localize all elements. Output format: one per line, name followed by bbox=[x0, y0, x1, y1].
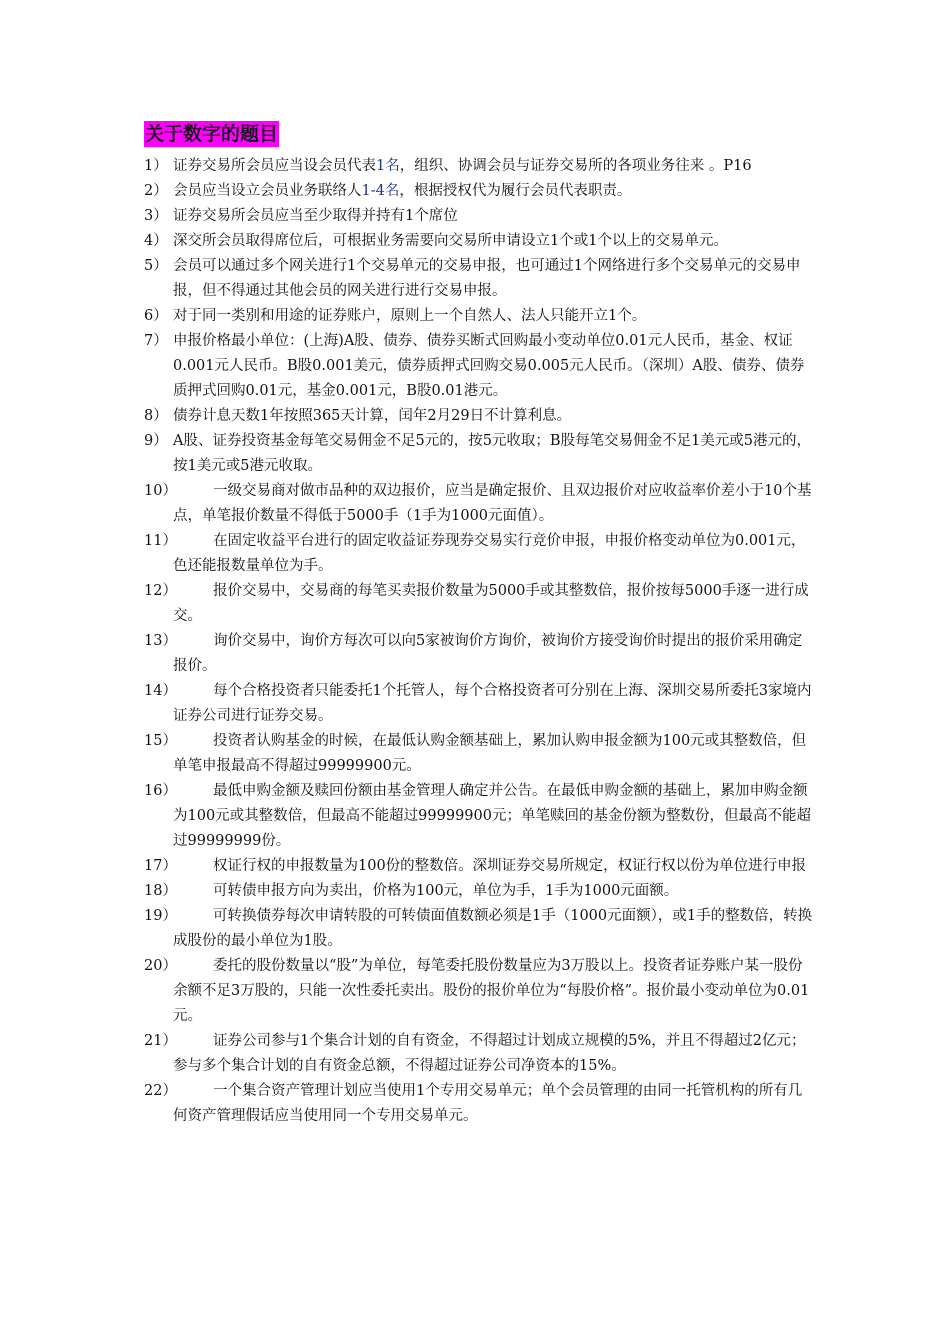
list-item-text bbox=[144, 154, 814, 179]
list-item-number: 1） bbox=[144, 158, 168, 174]
list-item-text bbox=[144, 879, 814, 904]
list-item-text bbox=[144, 954, 814, 1029]
list-item-number: 2） bbox=[144, 183, 168, 199]
list-item bbox=[144, 879, 814, 904]
list-item-number: 18） bbox=[144, 883, 177, 899]
list-item-content: 会员可以通过多个网关进行1个交易单元的交易申报，也可通过1个网络进行多个交易单元的交易申报，但不得通过其他会员的网关进行进行交易申报。 bbox=[173, 258, 801, 299]
list-item-text bbox=[144, 679, 814, 729]
list-item-content: A股、证券投资基金每笔交易佣金不足5元的，按5元收取；B股每笔交易佣金不足1美元或5港元的，按1美元或5港元收取。 bbox=[173, 433, 812, 474]
list-item-content: 最低申购金额及赎回份额由基金管理人确定并公告。在最低申购金额的基础上，累加申购金额为100元或其整数倍，但最高不能超过99999900元；单笔赎回的基金份额为整数份，但最高不能超过99999999份。 bbox=[173, 783, 811, 849]
list-item bbox=[144, 629, 814, 679]
list-item-number: 7） bbox=[144, 333, 168, 349]
list-item bbox=[144, 1079, 814, 1129]
list-item-number: 6） bbox=[144, 308, 168, 324]
list-item bbox=[144, 229, 814, 254]
list-item-number: 8） bbox=[144, 408, 168, 424]
list-item bbox=[144, 729, 814, 779]
list-item-content: 申报价格最小单位：(上海)A股、债券、债券买断式回购最小变动单位0.01元人民币，基金、权证0.001元人民币。B股0.001美元，债券质押式回购交易0.005元人民币。（深圳）A股、债券、债券质押式回购0.01元，基金0.001元，B股0.01港元。 bbox=[173, 333, 805, 399]
list-item bbox=[144, 529, 814, 579]
numbered-list bbox=[144, 154, 814, 1129]
list-item-text bbox=[144, 204, 814, 229]
list-item-text bbox=[144, 404, 814, 429]
list-item-content: 在固定收益平台进行的固定收益证券现券交易实行竞价申报，申报价格变动单位为0.001元，色还能报数量单位为手。 bbox=[173, 533, 806, 574]
list-item-content: 对于同一类别和用途的证券账户，原则上一个自然人、法人只能开立1个。 bbox=[173, 308, 647, 324]
list-item-content: 一个集合资产管理计划应当使用1个专用交易单元；单个会员管理的由同一托管机构的所有几何资产管理假话应当使用同一个专用交易单元。 bbox=[173, 1083, 803, 1124]
list-item-content: 询价交易中，询价方每次可以向5家被询价方询价，被询价方接受询价时提出的报价采用确定报价。 bbox=[173, 633, 803, 674]
list-item-text bbox=[144, 1029, 814, 1079]
list-item-content: 委托的股份数量以“股”为单位，每笔委托股份数量应为3万股以上。投资者证券账户某一股份余额不足3万股的，只能一次性委托卖出。股份的报价单位为“每股价格”。报价最小变动单位为0.01元。 bbox=[173, 958, 810, 1024]
list-item-number: 4） bbox=[144, 233, 168, 249]
list-item bbox=[144, 179, 814, 204]
list-item-text bbox=[144, 854, 814, 879]
list-item-content: 会员应当设立会员业务联络人 bbox=[173, 183, 362, 199]
list-item-text bbox=[144, 229, 814, 254]
list-item-text bbox=[144, 304, 814, 329]
list-item bbox=[144, 329, 814, 404]
list-item-text bbox=[144, 779, 814, 854]
list-item bbox=[144, 904, 814, 954]
list-item bbox=[144, 429, 814, 479]
list-item-content: 投资者认购基金的时候，在最低认购金额基础上，累加认购申报金额为100元或其整数倍，但单笔申报最高不得超过99999900元。 bbox=[173, 733, 807, 774]
list-item-content: 权证行权的申报数量为100份的整数倍。深圳证券交易所规定，权证行权以份为单位进行申报 bbox=[213, 858, 807, 874]
document-title: 关于数字的题目 bbox=[145, 123, 279, 145]
list-item-content: 每个合格投资者只能委托1个托管人，每个合格投资者可分别在上海、深圳交易所委托3家境内证券公司进行证券交易。 bbox=[173, 683, 812, 724]
list-item-text bbox=[144, 1079, 814, 1129]
emphasized-number: 1-4名 bbox=[361, 183, 400, 199]
list-item bbox=[144, 779, 814, 854]
list-item bbox=[144, 679, 814, 729]
list-item bbox=[144, 1029, 814, 1079]
list-item bbox=[144, 154, 814, 179]
list-item-content: 报价交易中，交易商的每笔买卖报价数量为5000手或其整数倍，报价按每5000手逐一进行成交。 bbox=[173, 583, 809, 624]
list-item-text bbox=[144, 179, 814, 204]
list-item-number: 15） bbox=[144, 733, 177, 749]
list-item-number: 13） bbox=[144, 633, 177, 649]
list-item-number: 10） bbox=[144, 483, 177, 499]
list-item-content: 债券计息天数1年按照365天计算，闰年2月29日不计算利息。 bbox=[173, 408, 572, 424]
list-item-content: 证券交易所会员应当至少取得并持有1个席位 bbox=[173, 208, 458, 224]
list-item bbox=[144, 954, 814, 1029]
list-item-content: 可转债申报方向为卖出，价格为100元，单位为手，1手为1000元面额。 bbox=[213, 883, 679, 899]
list-item bbox=[144, 579, 814, 629]
list-item-number: 3） bbox=[144, 208, 168, 224]
list-item-number: 19） bbox=[144, 908, 177, 924]
list-item-text bbox=[144, 904, 814, 954]
list-item-content: 证券交易所会员应当设会员代表 bbox=[173, 158, 376, 174]
list-item bbox=[144, 204, 814, 229]
list-item-text bbox=[144, 254, 814, 304]
list-item bbox=[144, 854, 814, 879]
list-item-number: 21） bbox=[144, 1033, 177, 1049]
list-item-text bbox=[144, 429, 814, 479]
list-item-number: 5） bbox=[144, 258, 168, 274]
list-item-content: 一级交易商对做市品种的双边报价，应当是确定报价、且双边报价对应收益率价差小于10个基点，单笔报价数量不得低于5000手（1手为1000元面值）。 bbox=[173, 483, 812, 524]
list-item-content: 证券公司参与1个集合计划的自有资金，不得超过计划成立规模的5%，并且不得超过2亿元；参与多个集合计划的自有资金总额，不得超过证券公司净资本的15%。 bbox=[173, 1033, 806, 1074]
list-item-text bbox=[144, 529, 814, 579]
list-item-number: 20） bbox=[144, 958, 177, 974]
list-item-content: 可转换债券每次申请转股的可转债面值数额必须是1手（1000元面额），或1手的整数倍，转换成股份的最小单位为1股。 bbox=[173, 908, 813, 949]
list-item-content: 深交所会员取得席位后，可根据业务需要向交易所申请设立1个或1个以上的交易单元。 bbox=[173, 233, 728, 249]
list-item-text bbox=[144, 579, 814, 629]
list-item-number: 12） bbox=[144, 583, 177, 599]
list-item-number: 17） bbox=[144, 858, 177, 874]
list-item-content: ，根据授权代为履行会员代表职责。 bbox=[399, 183, 632, 199]
list-item-number: 11） bbox=[144, 533, 177, 549]
list-item-number: 22） bbox=[144, 1083, 177, 1099]
list-item-number: 16） bbox=[144, 783, 177, 799]
list-item bbox=[144, 404, 814, 429]
list-item bbox=[144, 304, 814, 329]
list-item-text bbox=[144, 729, 814, 779]
list-item-content: ，组织、协调会员与证券交易所的各项业务往来 。P16 bbox=[399, 158, 752, 174]
list-item-number: 9） bbox=[144, 433, 168, 449]
list-item-text bbox=[144, 479, 814, 529]
emphasized-number: 1名 bbox=[376, 158, 400, 174]
list-item bbox=[144, 254, 814, 304]
list-item-number: 14） bbox=[144, 683, 177, 699]
list-item bbox=[144, 479, 814, 529]
list-item-text bbox=[144, 629, 814, 679]
list-item-text bbox=[144, 329, 814, 404]
